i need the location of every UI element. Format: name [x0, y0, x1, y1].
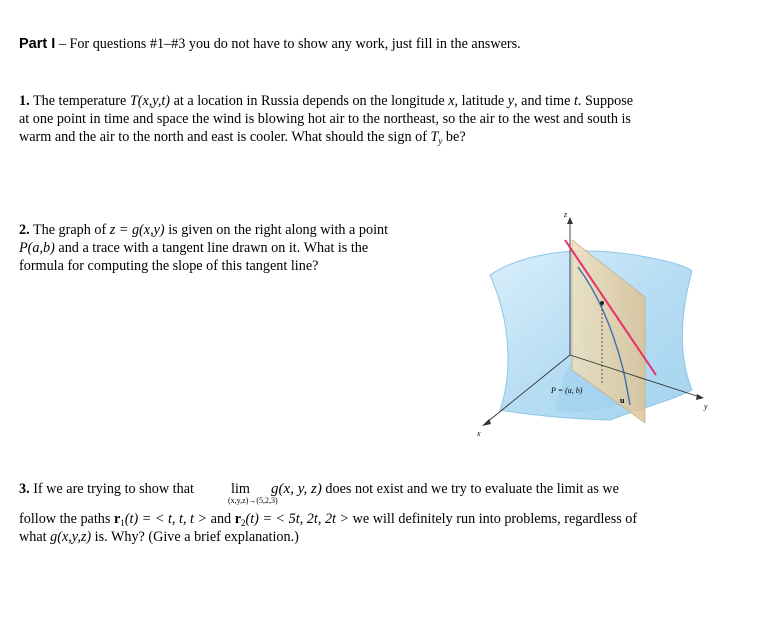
q1-text: be?: [442, 129, 466, 145]
g-expression: g(x, y, z): [271, 481, 322, 497]
y-axis-arrow: [696, 394, 704, 400]
q1-text: at a location in Russia depends on the longitude: [170, 93, 449, 109]
path-r2-body: (t) = < 5t, 2t, 2t >: [245, 511, 350, 527]
q3-text: we will definitely run into problems, regardless of: [349, 511, 638, 527]
q3-text: and: [207, 511, 235, 527]
q3-text: follow the paths: [19, 511, 114, 527]
q3-text: is. Why? (Give a brief explanation.): [91, 529, 299, 545]
q3-text: does not exist and we try to evaluate the limit as we: [325, 481, 619, 497]
x-axis-label: x: [477, 429, 481, 438]
q3-g-func: g(x,y,z): [50, 529, 92, 545]
header-instructions: For questions #1–#3 you do not have to show any work, just fill in the answers.: [69, 36, 521, 52]
q1-text: . Suppose: [577, 93, 634, 109]
q3-line-1: [19, 480, 619, 498]
q2-text: The graph of: [32, 222, 110, 238]
y-axis-label: y: [704, 402, 708, 411]
q2-point: P(a,b): [19, 240, 55, 256]
tangency-point: [600, 301, 604, 305]
q2-number: 2.: [19, 222, 30, 238]
q2-equation: z = g(x,y): [109, 222, 165, 238]
part-label: Part I: [19, 36, 56, 52]
q2-text: and a trace with a tangent line drawn on it. What is the: [54, 240, 369, 256]
q1-var-t: t: [573, 93, 578, 109]
q1-var-y: y: [507, 93, 515, 109]
q1-partial-T: T: [430, 129, 439, 145]
path-r2-sub: 2: [241, 518, 246, 528]
q1-partial-sub: y: [438, 136, 443, 146]
surface-figure: [460, 205, 720, 450]
path-r1-sub: 1: [120, 518, 125, 528]
q2-line-1: [19, 221, 388, 239]
q3-text: If we are trying to show that: [33, 481, 194, 497]
q3-number: 3.: [19, 481, 30, 497]
q1-temp-func: T: [129, 93, 138, 109]
q1-var-x: x: [448, 93, 455, 109]
part-header: [19, 35, 521, 53]
q1-number: 1.: [19, 93, 30, 109]
q1-text: , and time: [514, 93, 574, 109]
q2-line-2: [19, 239, 368, 257]
header-dash: –: [58, 36, 66, 52]
point-label: P = (a, b): [551, 386, 583, 395]
q3-text: what: [19, 529, 51, 545]
limit-subscript: (x,y,z)→(5,2,3): [228, 496, 278, 505]
q1-text: The temperature: [32, 93, 130, 109]
q1-line-2: at one point in time and space the wind is blowing hot air to the northeast, so the air to the west and south is: [19, 111, 631, 127]
q2-text: is given on the right along with a point: [164, 222, 389, 238]
q1-temp-args: (x,y,t): [137, 93, 171, 109]
limit-symbol: lim: [231, 481, 250, 497]
z-axis-arrow: [567, 217, 573, 224]
path-r1-body: (t) = < t, t, t >: [124, 511, 208, 527]
path-r1-symbol: r: [113, 511, 121, 527]
path-r2-symbol: r: [234, 511, 241, 527]
q1-line-3: [19, 128, 466, 150]
u-label: u: [620, 396, 625, 405]
q2-line-3: formula for computing the slope of this tangent line?: [19, 258, 319, 274]
q3-line-3: [19, 528, 299, 546]
q1-text: warm and the air to the north and east is cooler. What should the sign of: [19, 129, 431, 145]
z-axis-label: z: [564, 210, 568, 219]
q1-text: , latitude: [454, 93, 508, 109]
q1-line-1: [19, 92, 633, 110]
